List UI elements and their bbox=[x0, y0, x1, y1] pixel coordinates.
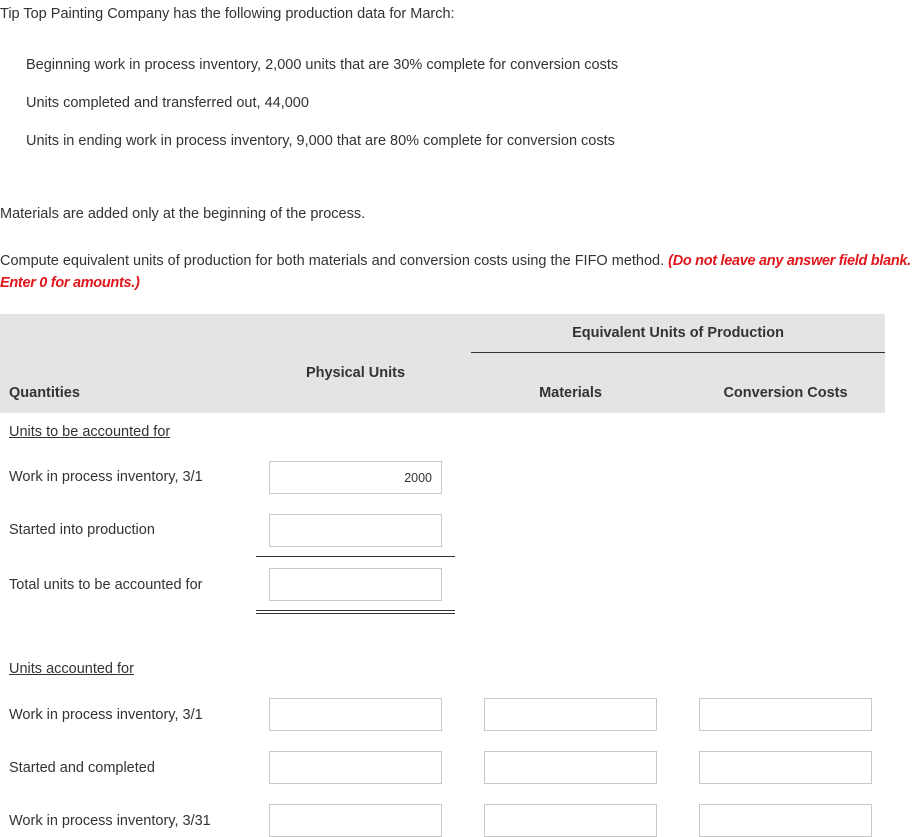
wip-begin2-materials-input[interactable] bbox=[484, 698, 657, 731]
wip-end-conversion-input[interactable] bbox=[699, 804, 872, 837]
conversion-costs-header: Conversion Costs bbox=[723, 385, 848, 401]
row-label-wip-end: Work in process inventory, 3/31 bbox=[9, 813, 211, 829]
section-units-to-be-accounted-for: Units to be accounted for bbox=[9, 424, 171, 440]
started-physical-input[interactable] bbox=[269, 514, 442, 547]
started-completed-physical-input[interactable] bbox=[269, 751, 442, 784]
detail-units-completed: Units completed and transferred out, 44,000 bbox=[26, 95, 309, 111]
wip-begin2-conversion-input[interactable] bbox=[699, 698, 872, 731]
problem-intro: Tip Top Painting Company has the following production data for March: bbox=[0, 6, 455, 22]
total-double-rule-top bbox=[256, 610, 455, 611]
warning-text: (Do not leave any answer field blank. Enter 0 for amounts.) bbox=[0, 253, 911, 291]
row-label-started: Started into production bbox=[9, 522, 155, 538]
wip-end-physical-input[interactable] bbox=[269, 804, 442, 837]
wip-begin-physical-input[interactable] bbox=[269, 461, 442, 494]
instruction bbox=[0, 250, 916, 294]
started-completed-conversion-input[interactable] bbox=[699, 751, 872, 784]
header-divider bbox=[471, 352, 885, 353]
subtotal-rule bbox=[256, 556, 455, 557]
physical-units-header: Physical Units bbox=[305, 365, 406, 381]
detail-ending-wip: Units in ending work in process inventory, 9,000 that are 80% complete for conversion costs bbox=[26, 133, 615, 149]
materials-header: Materials bbox=[539, 385, 602, 401]
detail-beginning-wip: Beginning work in process inventory, 2,000 units that are 30% complete for conversion costs bbox=[26, 57, 619, 73]
materials-note: Materials are added only at the beginning of the process. bbox=[0, 206, 366, 222]
row-label-wip-begin: Work in process inventory, 3/1 bbox=[9, 469, 203, 485]
total-double-rule-bottom bbox=[256, 613, 455, 614]
wip-end-materials-input[interactable] bbox=[484, 804, 657, 837]
total-physical-input[interactable] bbox=[269, 568, 442, 601]
section-units-accounted-for: Units accounted for bbox=[9, 661, 134, 677]
instruction-text: Compute equivalent units of production for both materials and conversion costs using the FIFO method. bbox=[0, 253, 665, 269]
wip-begin2-physical-input[interactable] bbox=[269, 698, 442, 731]
row-label-total: Total units to be accounted for bbox=[9, 577, 203, 593]
row-label-started-completed: Started and completed bbox=[9, 760, 155, 776]
quantities-header: Quantities bbox=[9, 385, 80, 401]
equivalent-units-header: Equivalent Units of Production bbox=[572, 325, 784, 341]
row-label-wip-begin-2: Work in process inventory, 3/1 bbox=[9, 707, 203, 723]
started-completed-materials-input[interactable] bbox=[484, 751, 657, 784]
